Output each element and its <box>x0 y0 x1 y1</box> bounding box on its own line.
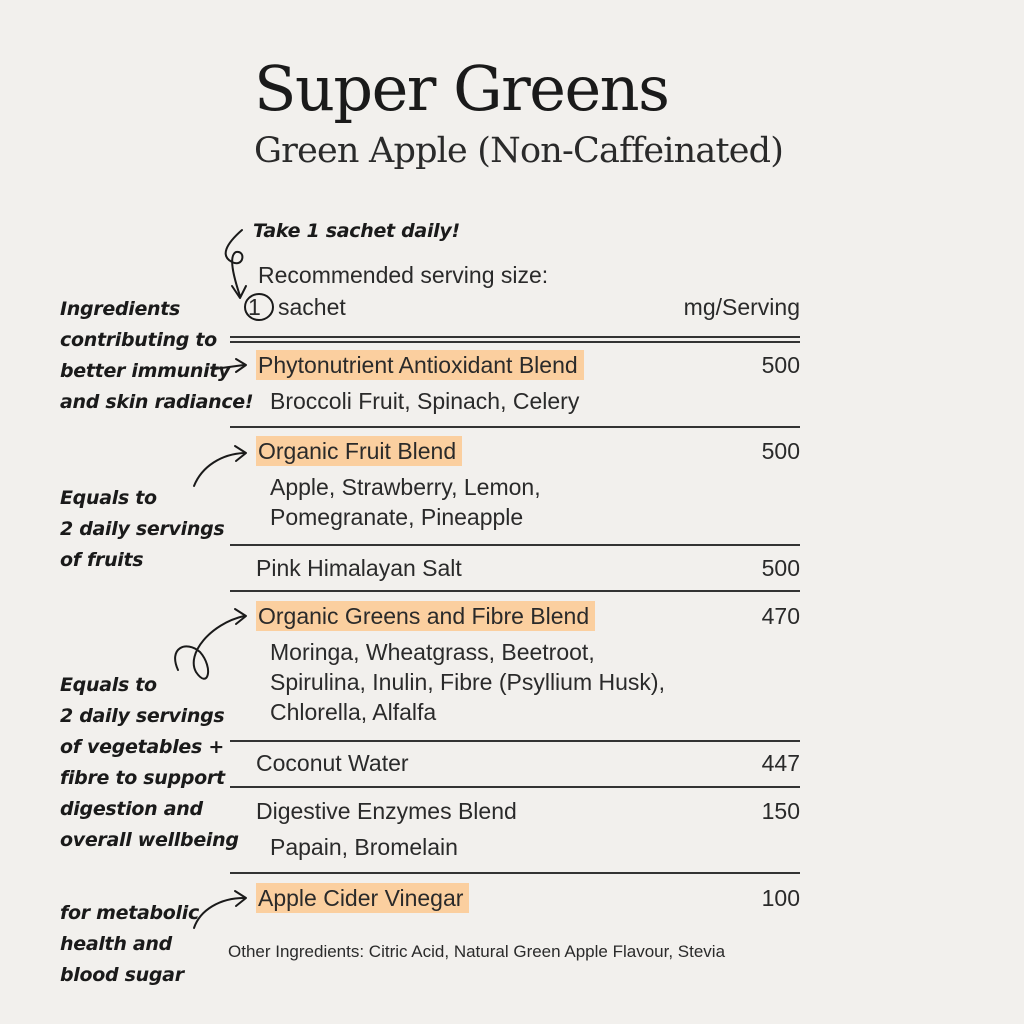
ingredient-row-name: Organic Fruit Blend <box>256 438 462 465</box>
other-ingredients: Other Ingredients: Citric Acid, Natural Green Apple Flavour, Stevia <box>228 942 726 961</box>
circle-mark-icon <box>245 294 273 320</box>
serving-tip-note: Take 1 sachet daily! <box>253 220 460 242</box>
ingredient-row-components: Moringa, Wheatgrass, Beetroot, <box>270 639 595 665</box>
annotation-fruits: Equals to 2 daily servings of fruits <box>60 487 225 571</box>
ingredient-row-components: Chlorella, Alfalfa <box>270 699 437 725</box>
ingredient-row-value: 470 <box>761 603 800 629</box>
ingredient-row-value: 500 <box>761 352 800 378</box>
ingredient-row-name: Pink Himalayan Salt <box>256 555 462 581</box>
serving-qty-number: 1 <box>248 294 261 320</box>
ingredient-row-value: 500 <box>761 555 800 581</box>
ingredient-row-name: Digestive Enzymes Blend <box>256 798 517 824</box>
squiggle-arrow-icon <box>226 230 243 296</box>
arrow-metabolic-icon <box>194 898 244 928</box>
serving-size-label: Recommended serving size: <box>258 262 549 288</box>
ingredient-row-name: Coconut Water <box>256 750 409 776</box>
arrow-vegetables-icon <box>175 616 244 679</box>
annotation-vegetables: Equals to 2 daily servings of vegetables + fibre to support digestion and overall wellbeing <box>60 674 239 851</box>
ingredient-row-name: Organic Greens and Fibre Blend <box>256 603 595 630</box>
annotation-immunity: Ingredients contributing to better immunity and skin radiance! <box>60 298 254 413</box>
mg-per-serving-header: mg/Serving <box>683 294 800 320</box>
ingredient-row-components: Apple, Strawberry, Lemon, <box>270 474 541 500</box>
ingredient-row-components: Pomegranate, Pineapple <box>270 504 524 530</box>
ingredient-row-name: Phytonutrient Antioxidant Blend <box>256 352 584 379</box>
ingredient-row-value: 150 <box>761 798 800 824</box>
ingredient-row-value: 100 <box>761 885 800 911</box>
annotation-metabolic: for metabolic health and blood sugar <box>60 902 199 986</box>
arrow-fruits-icon <box>194 453 244 486</box>
ingredient-row-name: Apple Cider Vinegar <box>256 885 469 912</box>
ingredient-row-components: Spirulina, Inulin, Fibre (Psyllium Husk), <box>270 669 665 695</box>
product-title: Super Greens <box>254 52 669 125</box>
ingredient-row-value: 447 <box>761 750 800 776</box>
ingredient-row-value: 500 <box>761 438 800 464</box>
ingredient-row-components: Papain, Bromelain <box>270 834 458 860</box>
product-subtitle: Green Apple (Non-Caffeinated) <box>254 131 784 171</box>
ingredient-row-components: Broccoli Fruit, Spinach, Celery <box>270 388 580 414</box>
serving-qty-unit: sachet <box>278 294 346 320</box>
